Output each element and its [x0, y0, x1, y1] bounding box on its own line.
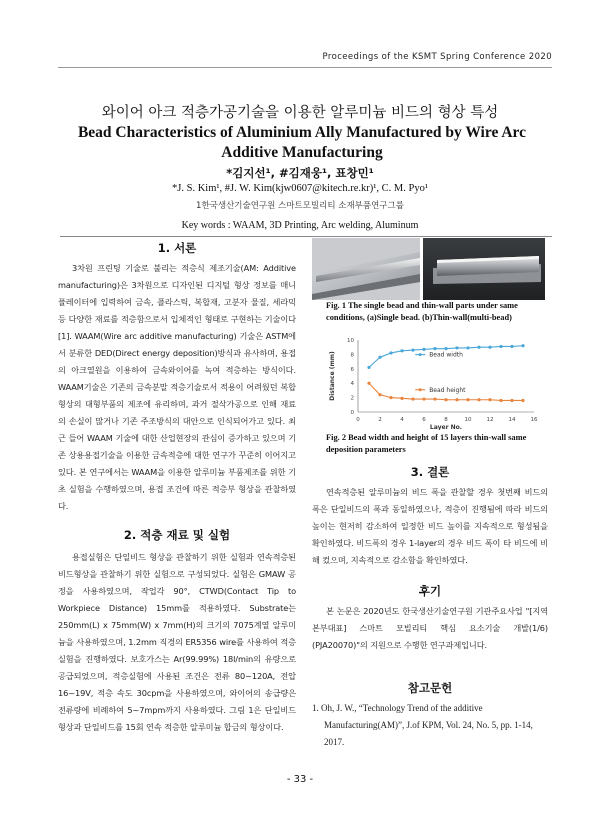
y-tick-label: 0 [350, 410, 354, 416]
section-title-materials: 2. 적층 재료 및 실험 [123, 528, 231, 542]
proceedings-header: Proceedings of the KSMT Spring Conference 2020 [322, 52, 552, 62]
section-title-references: 참고문헌 [407, 681, 453, 695]
y-tick-label: 4 [350, 381, 354, 388]
x-tick-label: 8 [444, 417, 448, 423]
series-point-1 [499, 399, 502, 402]
series-point-1 [477, 398, 480, 401]
conclusion-block [312, 464, 548, 569]
series-point-0 [488, 346, 491, 349]
series-point-0 [444, 347, 447, 350]
keywords: Key words : WAAM, 3D Printing, Arc welding, Aluminum [181, 220, 419, 231]
header-divider [58, 67, 552, 68]
single-bead-photo [312, 238, 420, 300]
y-tick-label: 10 [347, 338, 354, 344]
title-english: Bead Characteristics of Aluminium Ally Manufactured by Wire Arc Additive Manufacturing [77, 124, 527, 161]
x-tick-label: 2 [378, 417, 382, 423]
left-column [58, 240, 296, 515]
series-point-1 [400, 397, 403, 400]
authors-english: *J. S. Kim¹, #J. W. Kim(kjw0607@kitech.re.kr)¹, C. M. Pyo¹ [172, 183, 428, 194]
y-axis-label: Distance (mm) [329, 351, 336, 401]
series-point-1 [488, 398, 491, 401]
series-point-0 [466, 346, 469, 349]
page-number: - 33 - [286, 774, 314, 785]
legend-marker-0 [419, 353, 422, 356]
authors-korean: *김지선¹, #김재웅¹, 표창민¹ [226, 166, 374, 180]
series-point-0 [499, 345, 502, 348]
materials-paragraph: 용접실험은 단일비드 형상을 관찰하기 위한 실험과 연속적층된 비드형상을 관찰하기 위한 실험으로 구성되었다. 실험은 GMAW 공정을 사용하였으며, 작업각 90°, CTWD(Contact Tip to Workpiece Distance) 15mm를 적용하였다. Substrate는 250mm(L) x 75mm(W) x 7mm(H)의 크기의 7075계열 알루미늄을 사용하였으며, 1.2mm 직경의 ER5356 wire를 사용하여 적층실험을 진행하였다. 보호가스는 Ar(99.99%) 18l/min의 유량으로 공급되었으며, 적층실험에 사용된 조건은 전류 80~120A, 전압 16~19V, 적층 속도 30cpm을 사용하였으며, 와이어의 송급량은 전류량에 비례하여 5~7mpm까지 사용하였다. 그림 1은 단일비드 형상과 단일비드를 15회 연속 적층한 알루미늄 합금의 형상이다. [58, 552, 296, 732]
series-point-0 [367, 366, 370, 369]
legend-marker-1 [419, 388, 422, 391]
thin-wall-photo [423, 238, 545, 300]
series-point-0 [433, 347, 436, 350]
y-tick-label: 2 [350, 395, 354, 402]
intro-paragraph: 3차원 프린팅 기술로 불리는 적층식 제조기술(AM: Additive manufacturing)은 3차원으로 디자인된 디지털 형상 정보를 매니퓰레이터에 입력하여 금속, 플라스틱, 복합재, 고분자 물질, 세라믹 등 다양한 재료를 적층함으로서 입체적인 형태로 구현하는 기술이다[1]. WAAM(Wire arc additive manufacturing) 기술은 ASTM에서 분류한 DED(Direct energy deposition)방식과 유사하며, 용접의 아크열원을 이용하여 금속와이어를 녹여 적층하는 방식이다. WAAM기술은 기존의 금속분말 적층기술로서 적용이 어려웠던 복합형상의 대형부품의 제조에 유리하며, 과거 절삭가공으로 인해 재료의 손실이 많거나 기존 주조방식의 대안으로 인식되어가고 있다. 최근 들어 WAAM 기술에 대한 산업현장의 관심이 증가하고 있으며 기존 상용용접기술을 이용한 금속적층에 대한 연구가 꾸준히 이어지고 있다. 본 연구에서는 WAAM을 이용한 알루미늄 부품제조를 위한 기초 실험을 수행하였으며, 용접 조건에 따른 적층부 형상을 관찰하였다. [58, 263, 296, 511]
bead-chart [324, 334, 546, 430]
series-point-1 [466, 398, 469, 401]
series-point-1 [444, 398, 447, 401]
series-point-0 [378, 356, 381, 359]
section-title-ack: 후기 [418, 584, 442, 598]
series-point-0 [510, 345, 513, 348]
series-point-1 [389, 396, 392, 399]
series-point-1 [510, 399, 513, 402]
series-point-0 [389, 351, 392, 354]
references-block [312, 680, 548, 751]
y-tick-label: 6 [350, 366, 354, 373]
section-title-intro: 1. 서론 [157, 241, 197, 255]
series-point-0 [477, 346, 480, 349]
series-point-1 [521, 399, 524, 402]
series-point-1 [367, 382, 370, 385]
reference-item: 1. Oh, J. W., “Technology Trend of the additive Manufacturing(AM)”, J.of KPM, Vol. 24, No. 5, pp. 1-14, 2017. [312, 703, 533, 747]
legend-label-0: Bead width [429, 351, 463, 359]
series-point-1 [422, 397, 425, 400]
acknowledgement-block [312, 583, 548, 654]
left-column-lower [58, 527, 296, 736]
series-point-1 [455, 398, 458, 401]
ack-paragraph: 본 논문은 2020년도 한국생산기술연구원 기관주요사업 "[지역본부대표] 스마트 모빌리티 핵심 요소기술 개발(1/6) (PJA20070)"의 지원으로 수행한 연구과제입니다. [312, 606, 548, 650]
affiliation: 1한국생산기술연구원 스마트모빌리티 소재부품연구그룹 [196, 201, 404, 211]
series-point-1 [411, 397, 414, 400]
section-title-conclusion: 3. 결론 [410, 465, 450, 479]
y-tick-label: 8 [350, 352, 354, 359]
title-korean: 와이어 아크 적층가공기술을 이용한 알루미늄 비드의 형상 특성 [101, 105, 499, 121]
x-tick-label: 6 [422, 417, 426, 423]
series-point-0 [400, 349, 403, 352]
conclusion-paragraph: 연속적층된 알루미늄의 비드 폭을 관찰할 경우 첫번째 비드의 폭은 단일비드의 폭과 동일하였으나, 적층이 진행됨에 따라 비드의 높이는 현저히 감소하여 일정한 비드 높이를 지속적으로 형성됨을 확인하였다. 비드폭의 경우 1-layer의 경우 비드 폭이 타 비드에 비해 컸으며, 지속적으로 감소함을 확인하였다. [312, 487, 548, 565]
x-tick-label: 16 [530, 417, 538, 423]
series-point-0 [422, 348, 425, 351]
x-axis-label: Layer No. [429, 424, 463, 430]
x-tick-label: 4 [400, 417, 404, 423]
x-tick-label: 0 [356, 417, 360, 423]
x-tick-label: 12 [486, 417, 494, 423]
x-tick-label: 14 [508, 417, 516, 423]
figure1-caption: Fig. 1 The single bead and thin-wall parts under same conditions, (a)Single bead. (b)Thin-wall(multi-bead) [326, 301, 518, 322]
series-point-0 [521, 344, 524, 347]
figure2-caption: Fig. 2 Bead width and height of 15 layers thin-wall same deposition parameters [326, 433, 527, 454]
keywords-divider [60, 236, 552, 237]
legend-label-1: Bead height [429, 386, 466, 394]
series-point-0 [411, 348, 414, 351]
series-point-0 [455, 346, 458, 349]
series-point-1 [378, 393, 381, 396]
x-tick-label: 10 [464, 417, 472, 423]
series-point-1 [433, 397, 436, 400]
